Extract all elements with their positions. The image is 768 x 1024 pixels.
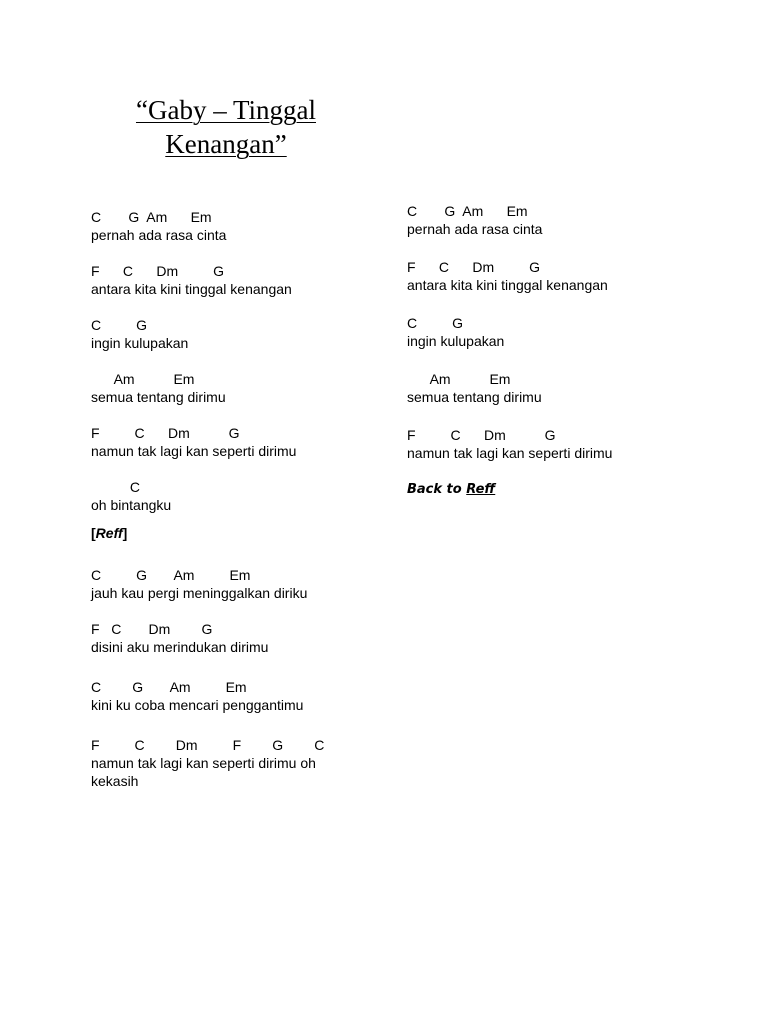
chord-line: C G Am Em <box>91 567 251 583</box>
verse-stanza-4 <box>407 370 727 406</box>
lyric-line: disini aku merindukan dirimu <box>91 639 269 655</box>
lyric-line-continued: kekasih <box>91 773 139 789</box>
lyric-line: pernah ada rasa cinta <box>91 227 227 243</box>
left-column <box>91 208 411 808</box>
verse-stanza-3 <box>91 316 411 352</box>
chord-line: C G <box>91 317 148 333</box>
reff-stanza-3 <box>91 678 411 714</box>
chord-line: F C Dm G <box>91 263 225 279</box>
chord-line: C G Am Em <box>407 203 528 219</box>
lyric-line: namun tak lagi kan seperti dirimu <box>91 443 297 459</box>
reff-stanza-2 <box>91 620 411 656</box>
lyric-line: antara kita kini tinggal kenangan <box>407 277 608 293</box>
chord-line: C G Am Em <box>91 209 212 225</box>
lyric-line: semua tentang dirimu <box>91 389 226 405</box>
chord-line: Am Em <box>91 371 195 387</box>
right-column <box>407 202 727 497</box>
back-to-reff-note: Back to Reff <box>407 482 496 497</box>
lyric-line: namun tak lagi kan seperti dirimu oh <box>91 755 316 771</box>
song-title <box>110 93 342 161</box>
lyric-line: kini ku coba mencari penggantimu <box>91 697 304 713</box>
chord-line: F C Dm F G C <box>91 737 325 753</box>
verse-stanza-2 <box>91 262 411 298</box>
verse-stanza-4 <box>91 370 411 406</box>
verse-stanza-5 <box>407 426 727 462</box>
lyric-line: namun tak lagi kan seperti dirimu <box>407 445 613 461</box>
chord-line: F C Dm G <box>91 621 213 637</box>
lyric-line: semua tentang dirimu <box>407 389 542 405</box>
reff-stanza-1 <box>91 566 411 602</box>
reff-stanza-4 <box>91 736 411 790</box>
verse-stanza-2 <box>407 258 727 294</box>
chord-line: F C Dm G <box>407 427 556 443</box>
song-title-line-1: “Gaby – Tinggal <box>135 95 316 125</box>
chord-line: C <box>91 479 141 495</box>
verse-stanza-3 <box>407 314 727 350</box>
chord-line: C G Am Em <box>91 679 247 695</box>
verse-stanza-6 <box>91 478 411 514</box>
lyric-line: pernah ada rasa cinta <box>407 221 543 237</box>
chord-line: C G <box>407 315 464 331</box>
verse-stanza-1 <box>91 208 411 244</box>
lyric-line: jauh kau pergi meninggalkan diriku <box>91 585 308 601</box>
lyric-line: ingin kulupakan <box>91 335 189 351</box>
verse-stanza-5 <box>91 424 411 460</box>
lyric-line: ingin kulupakan <box>407 333 505 349</box>
lyric-line: antara kita kini tinggal kenangan <box>91 281 292 297</box>
reff-section-label: [Reff] <box>91 525 128 541</box>
song-title-line-2: Kenangan” <box>165 129 287 159</box>
chord-line: F C Dm G <box>407 259 541 275</box>
chord-line: Am Em <box>407 371 511 387</box>
verse-stanza-1 <box>407 202 727 238</box>
reff-link[interactable]: Reff <box>466 482 496 497</box>
lyric-line: oh bintangku <box>91 497 172 513</box>
chord-line: F C Dm G <box>91 425 240 441</box>
